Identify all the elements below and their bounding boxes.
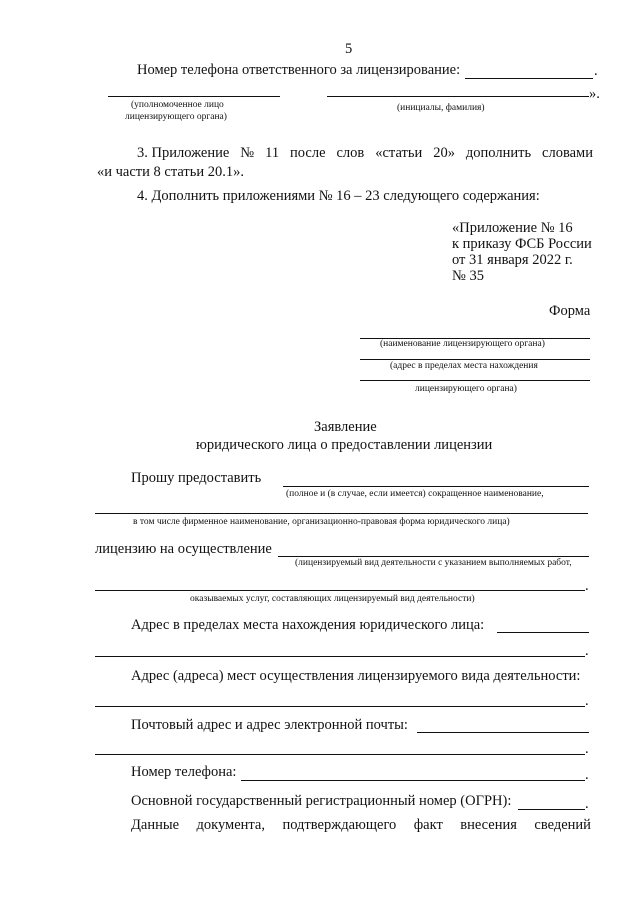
ogrn-underline: [518, 809, 585, 810]
authority-name-caption: (наименование лицензирующего органа): [380, 339, 545, 349]
item3-line1: [137, 145, 593, 162]
authority-address-line: [360, 359, 590, 360]
authority-caption-2: лицензирующего органа): [125, 112, 227, 122]
item3-line2: «и части 8 статьи 20.1».: [97, 164, 244, 180]
postal-underline-2: [95, 754, 585, 755]
phone-underline: [241, 780, 585, 781]
last-line-word: факт: [413, 817, 443, 833]
document-data-line: [131, 817, 591, 834]
appendix-line1: «Приложение № 16: [452, 220, 573, 236]
item3-word: после: [290, 145, 326, 161]
responsible-phone-underline: [465, 78, 593, 79]
initials-caption: (инициалы, фамилия): [397, 103, 485, 113]
document-title: Заявление: [314, 419, 377, 435]
postal-underline: [417, 732, 589, 733]
license-caption-1: (лицензируемый вид деятельности с указанием выполняемых работ,: [295, 558, 572, 568]
responsible-phone-end: .: [594, 63, 598, 79]
item3-word: 11: [265, 145, 280, 161]
page-number: 5: [345, 41, 353, 57]
legal-address-label: Адрес в пределах места нахождения юридического лица:: [131, 617, 485, 633]
phone-dot: .: [585, 767, 589, 783]
provide-caption-1: (полное и (в случае, если имеется) сокращенное наименование,: [286, 489, 544, 499]
last-line-word: внесения: [460, 817, 517, 833]
provide-underline-2: [95, 513, 588, 514]
closing-quote: ».: [589, 86, 600, 102]
initials-line: [327, 96, 589, 97]
item3-word: 3. Приложение: [137, 145, 230, 161]
last-line-word: сведений: [534, 817, 591, 833]
license-dot: .: [585, 578, 589, 594]
form-label: Форма: [549, 303, 591, 319]
license-underline: [278, 556, 589, 557]
activity-address-underline: [95, 706, 585, 707]
phone-label: Номер телефона:: [131, 764, 237, 780]
authority-signature-line: [108, 96, 280, 97]
item3-word: «статьи: [375, 145, 423, 161]
appendix-line3: от 31 января 2022 г.: [452, 252, 573, 268]
document-subtitle: юридического лица о предоставлении лицензии: [196, 437, 493, 453]
activity-address-dot: .: [585, 693, 589, 709]
item3-word: 20»: [433, 145, 455, 161]
appendix-line4: № 35: [452, 268, 484, 284]
last-line-word: Данные: [131, 817, 180, 833]
activity-address-label: Адрес (адреса) мест осуществления лицензируемого вида деятельности:: [131, 668, 581, 684]
license-caption-2: оказываемых услуг, составляющих лицензируемый вид деятельности): [190, 594, 475, 604]
license-label: лицензию на осуществление: [95, 541, 272, 557]
item3-word: дополнить: [465, 145, 532, 161]
legal-address-underline-2: [95, 656, 585, 657]
ogrn-dot: .: [585, 796, 589, 812]
provide-label: Прошу предоставить: [131, 470, 262, 486]
provide-underline: [283, 486, 589, 487]
authority-address-caption: (адрес в пределах места нахождения: [390, 361, 538, 371]
postal-label: Почтовый адрес и адрес электронной почты:: [131, 717, 408, 733]
last-line-word: подтверждающего: [282, 817, 397, 833]
last-line-word: документа,: [196, 817, 265, 833]
item3-word: №: [240, 145, 255, 161]
legal-address-dot: .: [585, 643, 589, 659]
item3-word: слов: [336, 145, 365, 161]
item4-text: 4. Дополнить приложениями № 16 – 23 следующего содержания:: [137, 188, 540, 204]
license-underline-2: [95, 590, 585, 591]
legal-address-underline: [497, 632, 589, 633]
ogrn-label: Основной государственный регистрационный номер (ОГРН):: [131, 793, 512, 809]
authority-address-caption-2: лицензирующего органа): [415, 384, 517, 394]
appendix-line2: к приказу ФСБ России: [452, 236, 592, 252]
authority-caption-1: (уполномоченное лицо: [131, 100, 224, 110]
item3-word: словами: [542, 145, 593, 161]
authority-address-line-2: [360, 380, 590, 381]
responsible-phone-label: Номер телефона ответственного за лицензирование:: [137, 62, 461, 78]
postal-dot: .: [585, 741, 589, 757]
provide-caption-2: в том числе фирменное наименование, организационно-правовая форма юридического лица): [133, 517, 510, 527]
